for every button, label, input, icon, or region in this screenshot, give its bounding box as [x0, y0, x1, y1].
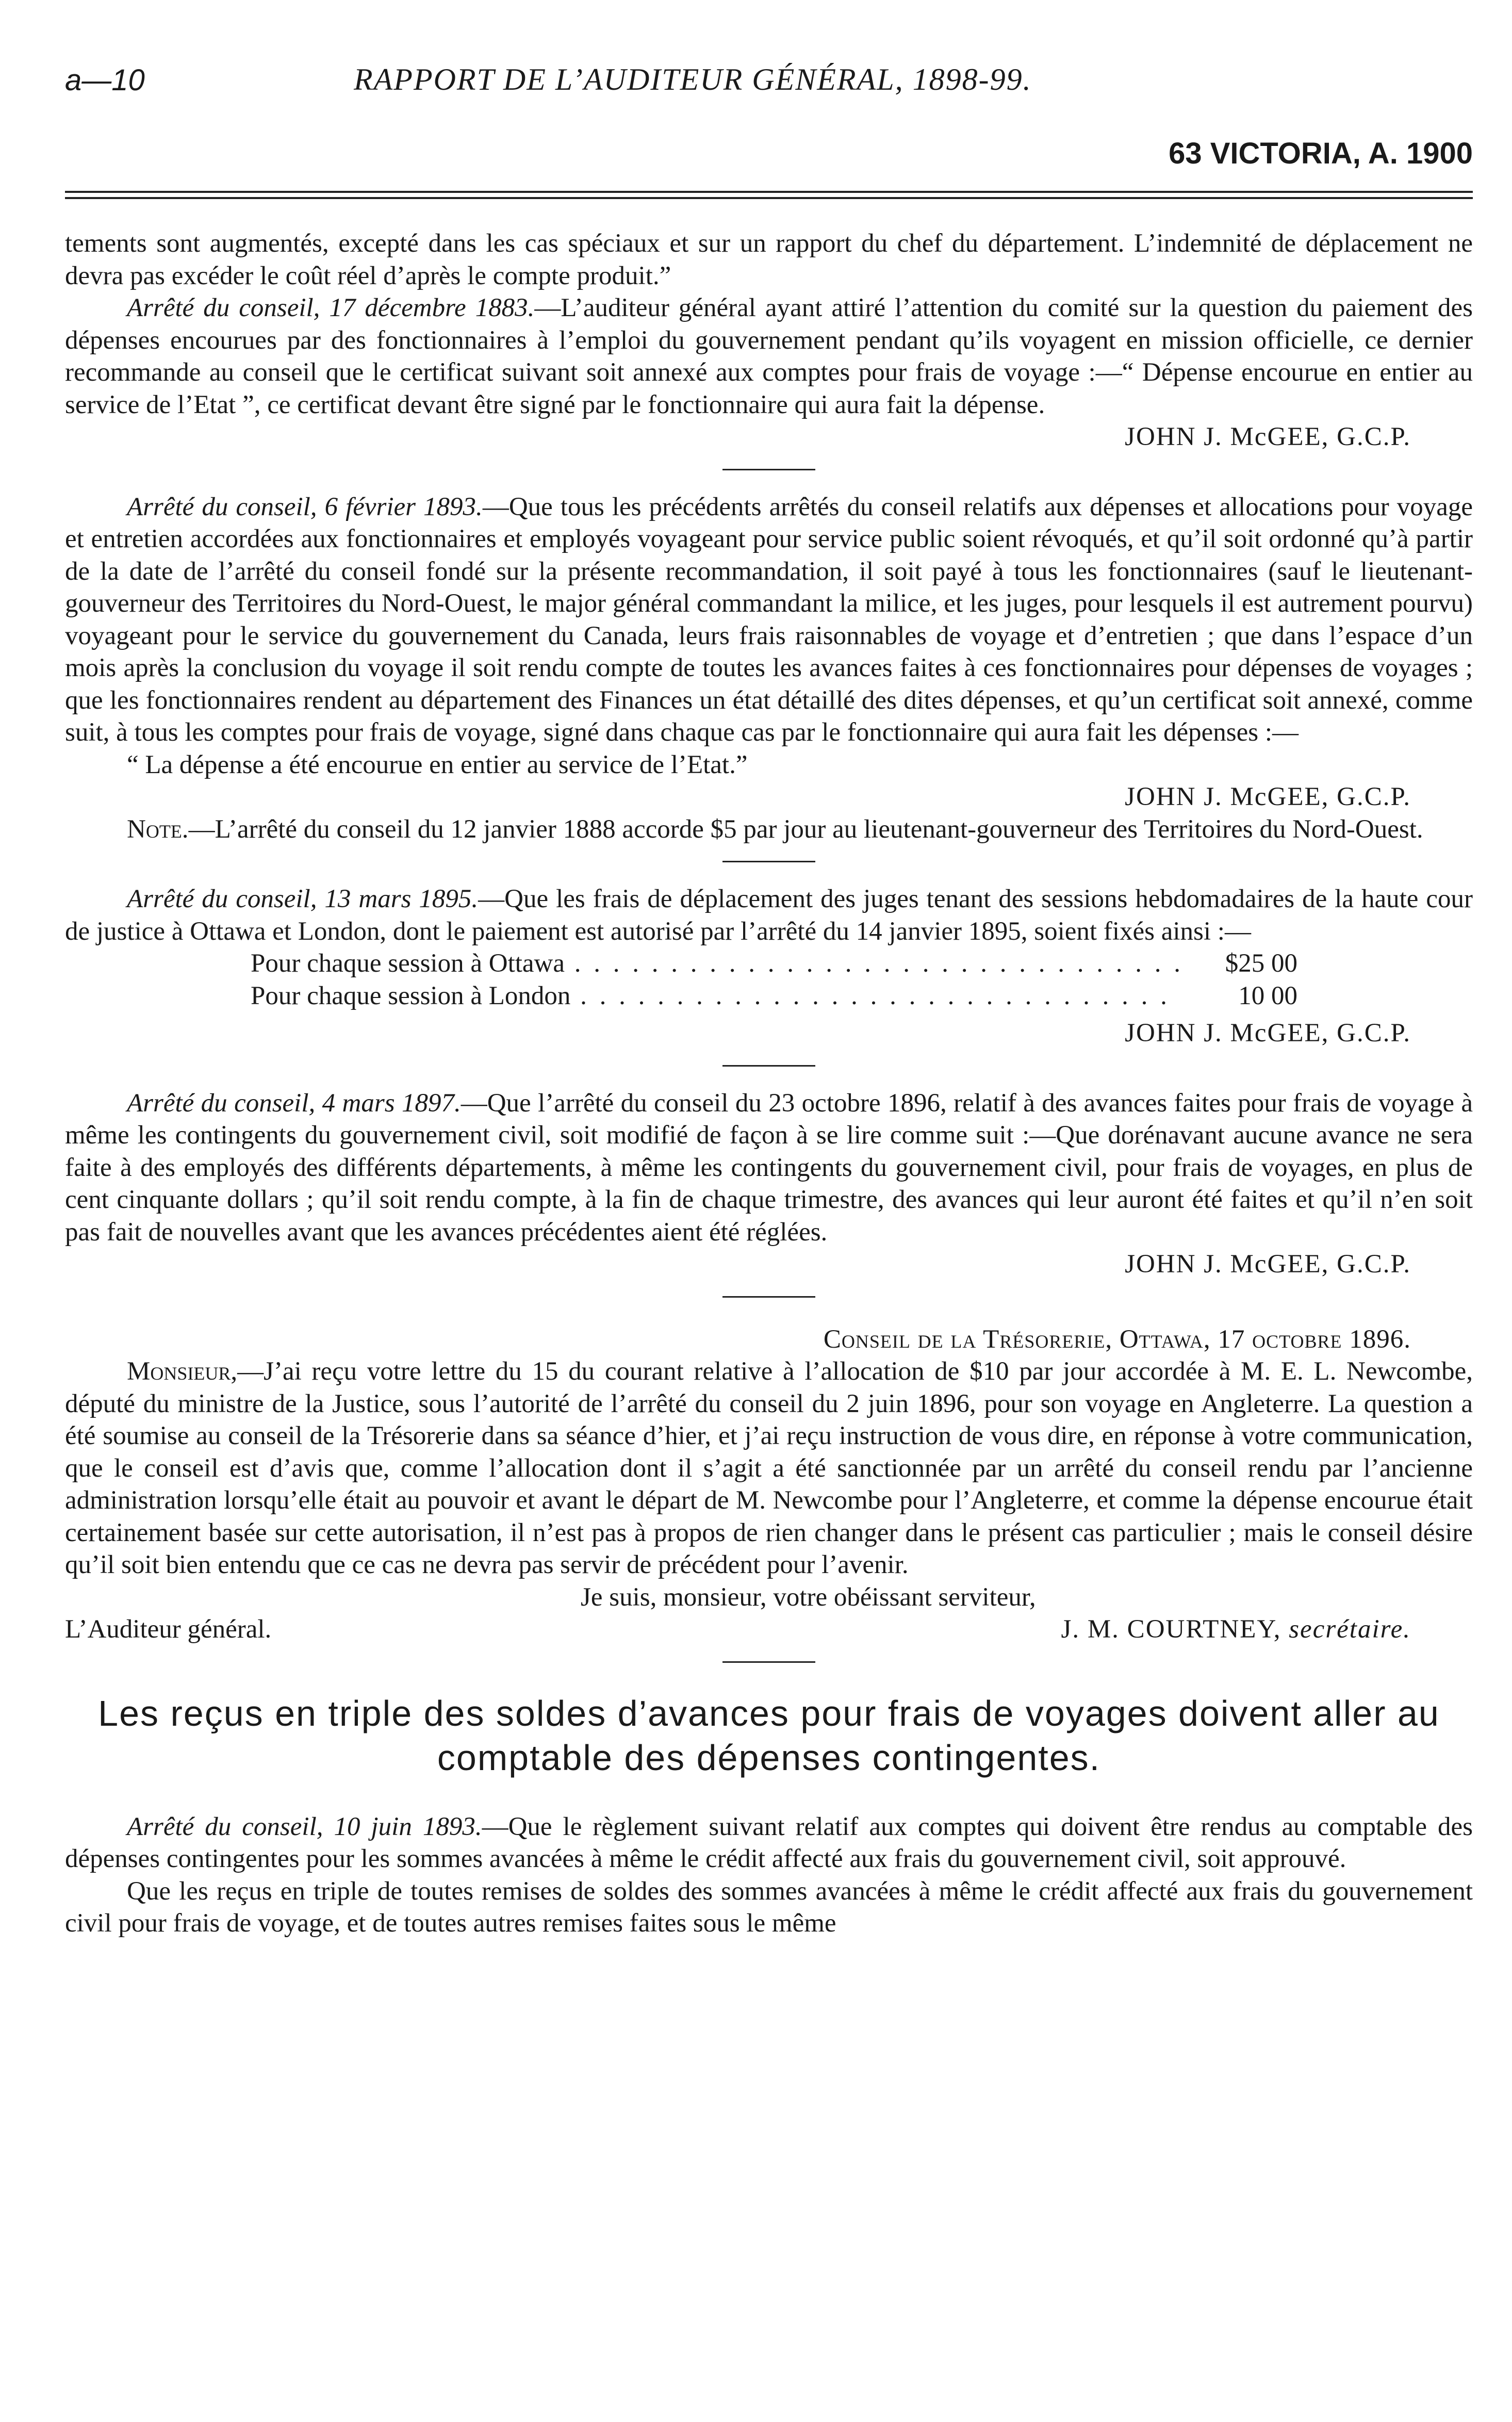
letter-text: —J’ai reçu votre lettre du 15 du courant relative à l’allocation de $10 par jour accordée à M. E. L. Newcombe, député du ministre de la Justice, sous l’autorité de l’arrêté du conseil du 2 juin 1896, pour son voyage en Angleterre. La question a été soumise au conseil de la Trésorerie dans sa séance d’hier, et j’ai reçu instruction de vous dire, en réponse à votre communication, que le conseil est d’avis que, comme l’allocation dont il s’agit a été sanctionnée par un arrêté du conseil rendu par l’ancienne administration lorsqu’elle était au pouvoir et avant le départ de M. Newcombe pour l’Angleterre, et comme la dépense encourue était certainement basée sur cette autorisation, il n’est pas à propos de rien changer dans le présent cas particulier ; mais le conseil désire qu’il soit bien entendu que ce cas ne devra pas servir de précédent pour l’avenir. — [65, 1357, 1473, 1579]
arrete-1897 — [65, 1087, 1473, 1249]
arrete-1893-juin-lead: Arrêté du conseil, 10 juin 1893. — [127, 1812, 482, 1841]
signer-name: J. M. COURTNEY, — [1061, 1615, 1281, 1644]
tariff-row-london — [251, 980, 1297, 1012]
tariff-row-ottawa — [251, 947, 1297, 980]
tariff-table — [251, 947, 1297, 1012]
note-text: —L’arrêté du conseil du 12 janvier 1888 accorde $5 par jour au lieutenant-gouverneur des Territoires du Nord-Ouest. — [188, 814, 1423, 844]
closing-formula: Je suis, monsieur, votre obéissant serviteur, — [581, 1582, 1036, 1612]
arrete-1895-lead: Arrêté du conseil, 13 mars 1895. — [127, 885, 479, 913]
letter-heading: Conseil de la Trésorerie, Ottawa, 17 octobre 1896. — [823, 1324, 1411, 1354]
signature-1893: JOHN J. McGEE, G.C.P. — [1125, 782, 1411, 811]
signature-1897: JOHN J. McGEE, G.C.P. — [1125, 1250, 1411, 1279]
session-label: 63 VICTORIA, A. 1900 — [1169, 137, 1473, 170]
arrete-1893-fevrier — [65, 491, 1473, 749]
page-body — [65, 227, 1473, 1940]
arrete-1897-text: —Que l’arrêté du conseil du 23 octobre 1896, relatif à des avances faites pour frais de voyage à même les contingents du gouvernement civil, soit modifié de façon à se lire comme suit :—Que dorénavant aucune avance ne sera faite à des employés des différents départements, à même les contingents du gouvernement civil, pour frais de voyages, en plus de cent cinquante dollars ; qu’il soit rendu compte, à la fin de chaque trimestre, des avances qui leur auront été faites et qu’il n’en soit pas fait de nouvelles avant que les avances précédentes aient été réglées. — [65, 1088, 1473, 1247]
arrete-1883 — [65, 292, 1473, 421]
tariff-label: Pour chaque session à London . . . — [251, 980, 1179, 1012]
certificate-quote: “ La dépense a été encourue en entier au service de l’Etat.” — [127, 750, 748, 779]
note — [65, 813, 1473, 846]
signer — [1061, 1613, 1411, 1646]
page-number: a—10 — [65, 63, 145, 97]
arrete-1897-lead: Arrêté du conseil, 4 mars 1897. — [127, 1088, 461, 1118]
tariff-label: Pour chaque session à Ottawa . . . — [251, 947, 1179, 980]
arrete-1883-text: —L’auditeur général ayant attiré l’attention du comité sur la question du paiement des dépenses encourues par des fonctionnaires à l’emploi du gouvernement pendant qu’ils voyagent en mission officielle, ce dernier recommande au conseil que le certificat suivant soit annexé aux comptes pour frais de voyage :—“ Dépense encourue en entier au service de l’Etat ”, ce certificat devant être signé par le fonctionnaire qui aura fait la dépense. — [65, 293, 1473, 419]
addressee: L’Auditeur général. — [65, 1615, 272, 1644]
tariff-value: 10 00 — [1238, 981, 1297, 1010]
letter-salutation: Monsieur, — [127, 1357, 238, 1386]
section-divider — [722, 1661, 815, 1663]
section-divider — [722, 469, 815, 470]
document-page — [65, 50, 1473, 1938]
signature-1883: JOHN J. McGEE, G.C.P. — [1125, 422, 1411, 451]
header-rule — [65, 189, 1473, 202]
paragraph-continuation: tements sont augmentés, excepté dans les cas spéciaux et sur un rapport du chef du département. L’indemnité de déplacement ne devra pas excéder le coût réel d’après le compte produit.” — [65, 229, 1473, 290]
tariff-value: $25 00 — [1225, 949, 1297, 978]
note-lead: Note. — [127, 814, 189, 844]
arrete-1893-fevrier-lead: Arrêté du conseil, 6 février 1893. — [127, 492, 483, 521]
section-divider — [722, 1065, 815, 1067]
arrete-1893-juin — [65, 1811, 1473, 1875]
arrete-1893-juin-text: —Que le règlement suivant relatif aux comptes qui doivent être rendus au comptable des dépenses contingentes pour les sommes avancées à même le crédit affecté aux frais du gouvernement civil, soit approuvé. — [65, 1812, 1473, 1873]
section-divider — [722, 861, 815, 862]
arrete-1895-text: —Que les frais de déplacement des juges tenant des sessions hebdomadaires de la haute cour de justice à Ottawa et London, dont le paiement est autorisé par l’arrêté du 14 janvier 1895, soient fixés ainsi :— — [65, 885, 1473, 946]
signer-title: secrétaire. — [1289, 1615, 1411, 1644]
arrete-1893-fevrier-text: —Que tous les précédents arrêtés du conseil relatifs aux dépenses et allocations pour voyage et entretien accordées aux fonctionnaires et employés voyageant pour service public soient révoqués, et qu’il soit ordonné qu’à partir de la date de l’arrêté du conseil fondé sur la présente recommandation, il soit payé à tous les fonctionnaires (sauf le lieutenant-gouverneur des Territoires du Nord-Ouest, le major général commandant la milice, et les juges, pour lesquels il est autrement pourvu) voyageant pour le service du gouvernement du Canada, leurs frais raisonnables de voyage et d’entretien ; que dans l’espace d’un mois après la conclusion du voyage il soit rendu compte de toutes les avances faites à ces fonctionnaires pour dépenses de voyages ; que les fonctionnaires rendent au département des Finances un état détaillé des dites dépenses, et qu’un certificat soit annexé, comme suit, à tous les comptes pour frais de voyage, signé dans chaque cas par le fonctionnaire qui aura fait les dépenses :— — [65, 492, 1473, 747]
arrete-1895 — [65, 883, 1473, 947]
signature-1895: JOHN J. McGEE, G.C.P. — [1125, 1019, 1411, 1048]
section-divider — [722, 1296, 815, 1298]
letter-closing — [65, 1581, 1473, 1646]
page-header — [65, 50, 1473, 111]
running-title: RAPPORT DE L’AUDITEUR GÉNÉRAL, 1898-99. — [354, 62, 1032, 96]
section-heading: Les reçus en triple des soldes d’avances pour frais de voyages doivent aller au comptable des dépenses contingentes. — [98, 1693, 1440, 1778]
paragraph-receipts: Que les reçus en triple de toutes remises de soldes des sommes avancées à même le crédit affecté aux frais du gouvernement civil pour frais de voyage, et de toutes autres remises faites sous le même — [65, 1876, 1473, 1938]
arrete-1883-lead: Arrêté du conseil, 17 décembre 1883. — [127, 293, 535, 322]
letter-body — [65, 1355, 1473, 1581]
